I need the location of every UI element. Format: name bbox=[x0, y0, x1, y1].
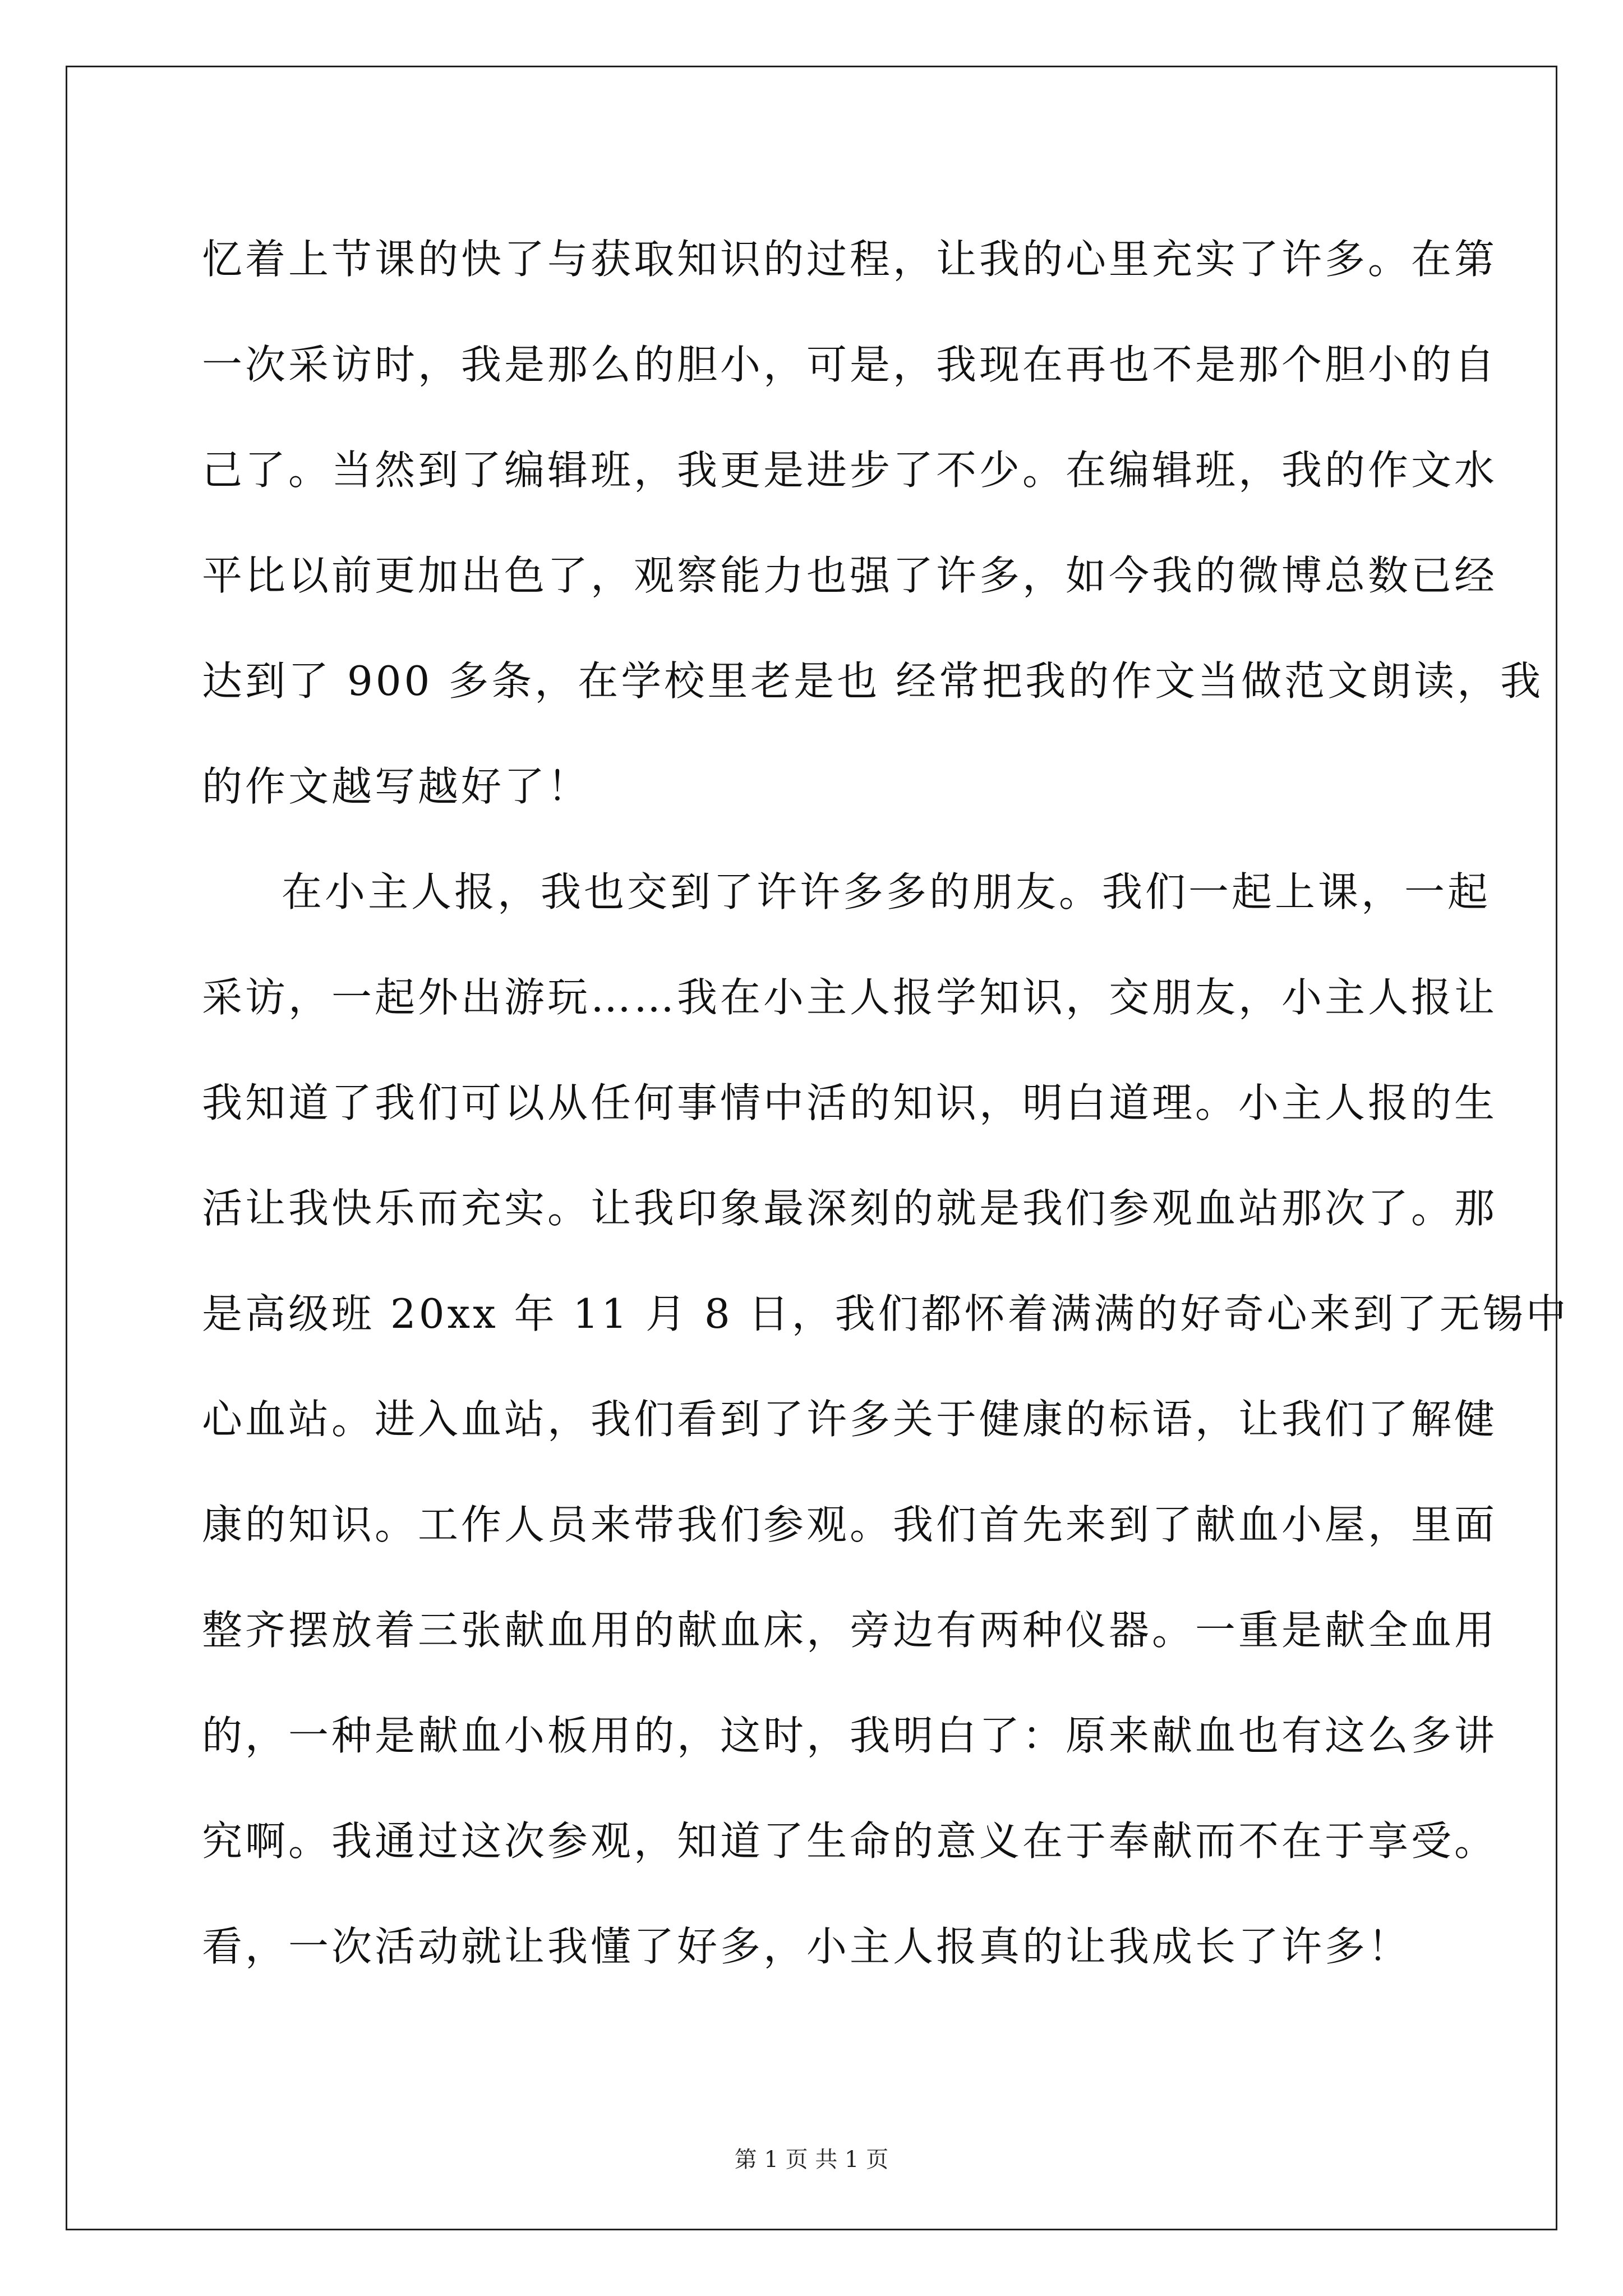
text-line: 我知道了我们可以从任何事情中活的知识，明白道理。小主人报的生 bbox=[202, 1079, 1498, 1126]
page-footer: 第 1 页 共 1 页 bbox=[734, 2147, 889, 2173]
text-line: 的作文越写越好了！ bbox=[202, 763, 591, 810]
text-line: 看，一次活动就让我懂了好多，小主人报真的让我成长了许多！ bbox=[202, 1923, 1412, 1970]
text-line: 整齐摆放着三张献血用的献血床，旁边有两种仪器。一重是献全血用 bbox=[202, 1607, 1498, 1654]
text-line: 活让我快乐而充实。让我印象最深刻的就是我们参观血站那次了。那 bbox=[202, 1185, 1498, 1232]
text-line: 的，一种是献血小板用的，这时，我明白了：原来献血也有这么多讲 bbox=[202, 1712, 1498, 1759]
text-line: 究啊。我通过这次参观，知道了生命的意义在于奉献而不在于享受。 bbox=[202, 1818, 1498, 1865]
text-line: 心血站。进入血站，我们看到了许多关于健康的标语，让我们了解健 bbox=[202, 1396, 1498, 1443]
document-body bbox=[202, 206, 1569, 1999]
text-line: 忆着上节课的快了与获取知识的过程，让我的心里充实了许多。在第 bbox=[202, 236, 1498, 283]
text-line: 采访，一起外出游玩……我在小主人报学知识，交朋友，小主人报让 bbox=[202, 974, 1498, 1021]
text-line: 达到了 900 多条，在学校里老是也 经常把我的作文当做范文朗读，我 bbox=[202, 657, 1544, 705]
text-line: 康的知识。工作人员来带我们参观。我们首先来到了献血小屋，里面 bbox=[202, 1501, 1498, 1548]
paragraph-first-line: 在小主人报，我也交到了许许多多的朋友。我们一起上课，一起 bbox=[282, 868, 1491, 915]
text-line: 一次采访时，我是那么的胆小，可是，我现在再也不是那个胆小的自 bbox=[202, 341, 1498, 388]
text-line: 是高级班 20xx 年 11 月 8 日，我们都怀着满满的好奇心来到了无锡中 bbox=[202, 1290, 1569, 1337]
text-line: 己了。当然到了编辑班，我更是进步了不少。在编辑班，我的作文水 bbox=[202, 447, 1498, 494]
text-line: 平比以前更加出色了，观察能力也强了许多，如今我的微博总数已经 bbox=[202, 552, 1498, 599]
